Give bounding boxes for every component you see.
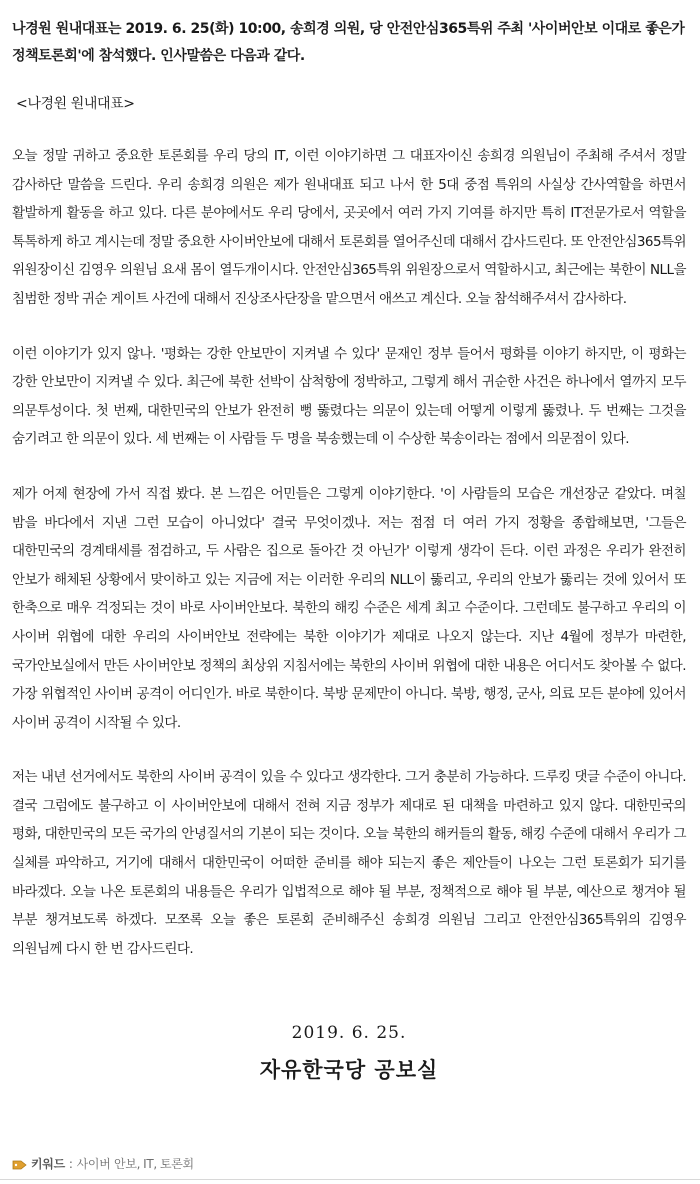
organization-name: 자유한국당 공보실 xyxy=(259,1058,439,1083)
bottom-divider xyxy=(0,1179,700,1180)
keyword-link-2[interactable]: IT xyxy=(143,1157,154,1171)
keyword-link-1[interactable]: 사이버 안보 xyxy=(76,1157,137,1171)
speech-paragraph-4: 저는 내년 선거에서도 북한의 사이버 공격이 있을 수 있다고 생각한다. 그거 충분히 가능하다. 드루킹 댓글 수준이 아니다. 결국 그럼에도 불구하고 이 사이버안보에 대해서 전혀 지금 정부가 제대로 된 대책을 마련하고 있지 않다. 대한민국의 평화, 대한민국의 모든 국가의 안녕질서의 기본이 되는 것이다. 오늘 북한의 해커들의 활동, 해킹 수준에 대해서 우리가 그 실체를 파악하고, 거기에 대해서 대한민국이 어떠한 준비를 해야 되는지 좋은 제안들이 나오는 그런 토론회가 되기를 바라겠다. 오늘 나온 토론회의 내용들은 우리가 입법적으로 해야 될 부분, 정책적으로 해야 될 부분, 예산으로 챙겨야 될 부분 챙겨보도록 하겠다. 모쪼록 오늘 좋은 토론회 준비해주신 송희경 의원님 그리고 안전안심365특위의 김영우 의원님께 다시 한 번 감사드린다. xyxy=(12,769,686,957)
speech-paragraph-3: 제가 어제 현장에 가서 직접 봤다. 본 느낌은 어민들은 그렇게 이야기한다. '이 사람들의 모습은 개선장군 같았다. 며칠 밤을 바다에서 지낸 그런 모습이 아니었다' 결국 무엇이겠나. 저는 점점 더 여러 가지 정황을 종합해보면, '그들은 대한민국의 경계태세를 점검하고, 두 사람은 집으로 돌아간 것 아닌가' 이렇게 생각이 든다. 이런 과정은 우리가 완전히 안보가 해체된 상황에서 맞이하고 있는 지금에 저는 이러한 우리의 NLL이 뚫리고, 우리의 안보가 뚫리는 것에 있어서 또 한축으로 매우 걱정되는 것이 바로 사이버안보다. 북한의 해킹 수준은 세계 최고 수준이다. 그런데도 불구하고 우리의 이 사이버 위협에 대한 우리의 사이버안보 전략에는 북한 이야기가 제대로 나오지 않는다. 지난 4월에 정부가 마련한, 국가안보실에서 만든 사이버안보 정책의 최상위 지침서에는 북한의 사이버 위협에 대한 내용은 어디서도 찾아볼 수 없다. 가장 위협적인 사이버 공격이 어디인가. 바로 북한이다. 북방 문제만이 아니다. 북방, 행정, 군사, 의료 모든 분야에 있어서 사이버 공격이 시작될 수 있다. xyxy=(12,485,686,731)
tag-icon xyxy=(12,1158,28,1170)
release-date: 2019. 6. 25. xyxy=(291,1023,407,1044)
keywords-separator: : xyxy=(68,1157,73,1171)
speech-paragraph-1: 오늘 정말 귀하고 중요한 토론회를 우리 당의 IT, 이런 이야기하면 그 대표자이신 송희경 의원님이 주최해 주셔서 정말 감사하단 말씀을 드린다. 우리 송희경 의원은 제가 원내대표 되고 나서 한 5대 중점 특위의 사실상 간사역할을 하면서 활발하게 활동을 하고 있다. 다른 분야에서도 우리 당에서, 곳곳에서 여러 가지 기여를 하지만 특히 IT전문가로서 역할을 톡톡하게 하고 계시는데 정말 중요한 사이버안보에 대해서 토론회를 열어주신데 대해서 감사드린다. 또 안전안심365특위 위원장이신 김영우 의원님 요새 몸이 열두개이시다. 안전안심365특위 위원장으로서 역할하시고, 최근에는 북한이 NLL을 침범한 정박 귀순 게이트 사건에 대해서 진상조사단장을 맡으면서 애쓰고 계신다. 오늘 참석해주셔서 감사하다. xyxy=(12,148,686,307)
keywords-label: 키워드 xyxy=(31,1157,65,1171)
speaker-heading: <나경원 원내대표> xyxy=(16,96,135,112)
keyword-link-3[interactable]: 토론회 xyxy=(159,1157,194,1171)
keywords-bar: 키워드 : 사이버 안보 , IT , 토론회 xyxy=(12,1155,194,1173)
speech-paragraph-2: 이런 이야기가 있지 않나. '평화는 강한 안보만이 지켜낼 수 있다' 문재인 정부 들어서 평화를 이야기 하지만, 이 평화는 강한 안보만이 지켜낼 수 있다. 최근에 북한 선박이 삼척항에 정박하고, 그렇게 해서 귀순한 사건은 하나에서 열까지 모두 의문투성이다. 첫 번째, 대한민국의 안보가 완전히 뻥 뚫렸다는 의문이 있는데 어떻게 이렇게 뚫렸나. 두 번째는 그것을 숨기려고 한 의문이 있다. 세 번째는 이 사람들 두 명을 북송했는데 이 수상한 북송이라는 점에서 의문점이 있다. xyxy=(12,345,686,448)
intro-text: 나경원 원내대표는 2019. 6. 25(화) 10:00, 송희경 의원, 당 안전안심365특위 주최 '사이버안보 이대로 좋은가 정책토론회'에 참석했다. 인사말씀은 다음과 같다. xyxy=(12,21,685,64)
